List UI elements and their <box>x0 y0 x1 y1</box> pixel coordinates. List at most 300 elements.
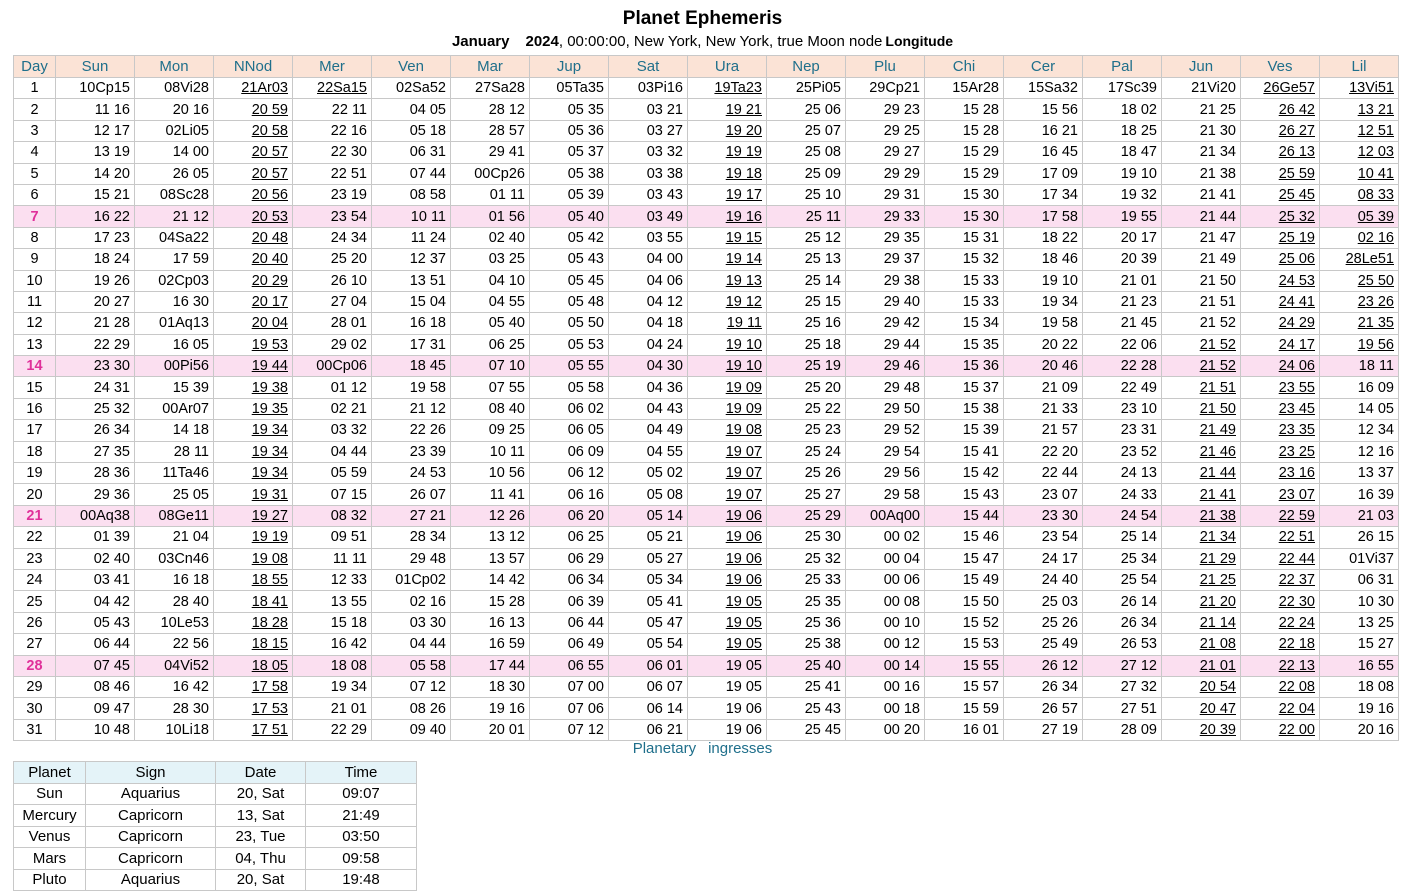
cell-value: 22 04 <box>1278 700 1315 717</box>
position-cell <box>767 698 846 719</box>
position-cell <box>1004 548 1083 569</box>
day-cell <box>14 655 56 676</box>
cell-value: 25 38 <box>804 636 841 653</box>
position-cell <box>846 120 925 141</box>
ingress-cell: Capricorn <box>86 805 216 827</box>
table-row <box>14 377 1399 398</box>
position-cell <box>925 398 1004 419</box>
cell-value: 25 43 <box>804 700 841 717</box>
cell-value: 28 <box>26 657 43 674</box>
cell-value: 24 54 <box>1120 508 1157 524</box>
cell-value: 6 <box>30 187 39 204</box>
cell-value: 29 33 <box>883 208 920 225</box>
position-cell <box>56 313 135 334</box>
cell-value: 07 44 <box>409 165 446 182</box>
cell-value: 21 34 <box>1199 529 1236 546</box>
cell-value: 26 57 <box>1041 700 1078 717</box>
cell-value: 03 32 <box>330 422 367 439</box>
cell-value: 29 23 <box>883 101 920 118</box>
position-cell <box>56 655 135 676</box>
position-cell <box>767 484 846 505</box>
cell-value: 25 08 <box>804 144 841 161</box>
position-cell <box>1083 291 1162 312</box>
position-cell <box>1320 463 1399 484</box>
cell-value: 19 20 <box>725 122 762 139</box>
position-cell <box>609 612 688 633</box>
cell-value: 20 39 <box>1120 251 1157 268</box>
position-cell <box>293 698 372 719</box>
cell-value: 04 06 <box>646 272 683 289</box>
cell-value: 12 16 <box>1357 443 1394 460</box>
cell-value: 25 30 <box>804 529 841 546</box>
cell-value: 21 51 <box>1199 379 1236 396</box>
cell-value: 16 55 <box>1357 657 1394 674</box>
cell-value: 08 46 <box>93 679 130 696</box>
cell-value: 05 54 <box>646 636 683 653</box>
cell-value: 21 35 <box>1357 315 1394 332</box>
cell-value: 22 44 <box>1041 465 1078 482</box>
position-cell <box>56 163 135 184</box>
position-cell <box>372 163 451 184</box>
table-row <box>14 249 1399 270</box>
position-cell <box>293 249 372 270</box>
cell-value: 10 <box>26 272 43 289</box>
day-cell <box>14 484 56 505</box>
cell-value: 17 34 <box>1041 187 1078 204</box>
cell-value: 25 06 <box>1278 251 1315 268</box>
cell-value: 01 11 <box>489 187 525 204</box>
position-cell <box>846 655 925 676</box>
position-cell <box>1320 505 1399 526</box>
cell-value: 21 46 <box>1199 443 1236 460</box>
cell-value: 11 16 <box>94 101 130 118</box>
cell-value: 22Sa15 <box>317 80 367 97</box>
cell-value: 4 <box>30 144 39 161</box>
position-cell <box>1241 78 1320 99</box>
position-cell <box>1162 527 1241 548</box>
position-cell <box>56 184 135 205</box>
cell-value: 16 09 <box>1357 379 1394 396</box>
position-cell <box>451 163 530 184</box>
position-cell <box>451 441 530 462</box>
position-cell <box>1083 676 1162 697</box>
cell-value: 01Aq13 <box>159 315 209 332</box>
column-header: Chi <box>925 56 1004 78</box>
cell-value: 03Cn46 <box>158 550 209 567</box>
cell-value: 00 18 <box>883 700 920 717</box>
cell-value: 27 32 <box>1120 679 1157 696</box>
cell-value: 23 26 <box>1357 294 1394 311</box>
position-cell <box>688 569 767 590</box>
position-cell <box>372 484 451 505</box>
cell-value: 22 13 <box>1278 657 1315 674</box>
cell-value: 26 53 <box>1120 636 1157 653</box>
position-cell <box>688 184 767 205</box>
ingress-column-header: Time <box>306 762 417 784</box>
position-cell <box>372 142 451 163</box>
cell-value: 21 49 <box>1199 251 1236 268</box>
position-cell <box>530 249 609 270</box>
position-cell <box>767 612 846 633</box>
position-cell <box>293 184 372 205</box>
position-cell <box>1162 505 1241 526</box>
position-cell <box>1241 313 1320 334</box>
position-cell <box>1241 612 1320 633</box>
position-cell <box>688 420 767 441</box>
position-cell <box>1083 78 1162 99</box>
cell-value: 23 30 <box>1041 508 1078 524</box>
cell-value: 19 07 <box>725 443 762 460</box>
cell-value: 00Pi56 <box>163 358 209 375</box>
cell-value: 24 <box>26 572 43 589</box>
cell-value: 15 <box>26 379 43 396</box>
position-cell <box>135 313 214 334</box>
cell-value: 05 45 <box>567 272 604 289</box>
position-cell <box>688 398 767 419</box>
cell-value: 23 30 <box>93 358 130 375</box>
cell-value: 00 06 <box>883 572 920 589</box>
cell-value: 21 14 <box>1199 614 1236 631</box>
cell-value: 21 52 <box>1199 315 1236 332</box>
position-cell <box>372 398 451 419</box>
position-cell <box>135 655 214 676</box>
position-cell <box>1241 184 1320 205</box>
cell-value: 09 40 <box>409 721 446 738</box>
month-label: January <box>451 33 510 50</box>
cell-value: 23 07 <box>1278 486 1315 503</box>
position-cell <box>1241 548 1320 569</box>
cell-value: 19 18 <box>725 165 762 182</box>
cell-value: 16 42 <box>330 636 367 653</box>
page-title: Planet Ephemeris <box>622 8 783 29</box>
cell-value: 19 08 <box>251 550 288 567</box>
ingress-cell: Aquarius <box>86 783 216 805</box>
cell-value: 07 12 <box>409 679 446 696</box>
cell-value: 25 20 <box>804 379 841 396</box>
cell-value: 10Cp15 <box>79 80 130 97</box>
position-cell <box>1004 249 1083 270</box>
cell-value: 14 05 <box>1357 401 1394 418</box>
ingress-column-header: Planet <box>14 762 86 784</box>
cell-value: 11 <box>26 294 43 311</box>
cell-value: 20 59 <box>251 101 288 118</box>
position-cell <box>451 591 530 612</box>
table-row <box>14 634 1399 655</box>
cell-value: 28 11 <box>173 443 209 460</box>
table-row <box>14 206 1399 227</box>
position-cell <box>1162 142 1241 163</box>
position-cell <box>1162 334 1241 355</box>
position-cell <box>451 634 530 655</box>
position-cell <box>451 377 530 398</box>
cell-value: 7 <box>30 208 39 225</box>
position-cell <box>846 270 925 291</box>
cell-value: 25 41 <box>804 679 841 696</box>
position-cell <box>214 634 293 655</box>
position-cell <box>846 227 925 248</box>
position-cell <box>135 334 214 355</box>
position-cell <box>1083 184 1162 205</box>
cell-value: 29 35 <box>883 229 920 246</box>
position-cell <box>56 505 135 526</box>
position-cell <box>925 463 1004 484</box>
position-cell <box>56 78 135 99</box>
cell-value: 19 05 <box>725 636 762 653</box>
position-cell <box>1320 676 1399 697</box>
cell-value: 06 09 <box>567 443 604 460</box>
position-cell <box>1241 655 1320 676</box>
position-cell <box>214 569 293 590</box>
position-cell <box>1004 719 1083 740</box>
cell-value: 10 11 <box>489 443 525 460</box>
position-cell <box>56 356 135 377</box>
cell-value: 25 19 <box>1278 229 1315 246</box>
cell-value: 18 02 <box>1120 101 1157 118</box>
cell-value: 22 30 <box>330 144 367 161</box>
column-header: Plu <box>846 56 925 78</box>
cell-value: 21 09 <box>1041 379 1078 396</box>
position-cell <box>1320 99 1399 120</box>
position-cell <box>135 377 214 398</box>
position-cell <box>135 676 214 697</box>
position-cell <box>56 227 135 248</box>
position-cell <box>1320 249 1399 270</box>
cell-value: 19 16 <box>1357 700 1394 717</box>
position-cell <box>1162 163 1241 184</box>
cell-value: 17 <box>26 422 43 439</box>
ingress-cell: 09:58 <box>306 848 417 870</box>
position-cell <box>1162 78 1241 99</box>
position-cell <box>530 698 609 719</box>
position-cell <box>56 249 135 270</box>
position-cell <box>56 634 135 655</box>
cell-value: 18 <box>26 443 43 460</box>
ingress-cell: Capricorn <box>86 848 216 870</box>
position-cell <box>609 377 688 398</box>
position-cell <box>214 377 293 398</box>
position-cell <box>1162 249 1241 270</box>
cell-value: 26 27 <box>1278 122 1315 139</box>
position-cell <box>767 270 846 291</box>
position-cell <box>1320 120 1399 141</box>
position-cell <box>1241 206 1320 227</box>
cell-value: 19 10 <box>1041 272 1078 289</box>
cell-value: 04Sa22 <box>159 229 209 246</box>
position-cell <box>451 99 530 120</box>
cell-value: 21 57 <box>1041 422 1078 439</box>
position-cell <box>135 227 214 248</box>
position-cell <box>214 120 293 141</box>
position-cell <box>451 698 530 719</box>
cell-value: 03 55 <box>646 229 683 246</box>
cell-value: 15 59 <box>962 700 999 717</box>
position-cell <box>925 634 1004 655</box>
cell-value: 23 52 <box>1120 443 1157 460</box>
cell-value: 18 08 <box>330 657 367 674</box>
position-cell <box>293 548 372 569</box>
cell-value: 25 59 <box>1278 165 1315 182</box>
cell-value: 10Le53 <box>160 614 209 631</box>
cell-value: 21Ar03 <box>241 80 288 97</box>
position-cell <box>372 591 451 612</box>
cell-value: 14 20 <box>93 165 130 182</box>
position-cell <box>530 676 609 697</box>
cell-value: 04 30 <box>646 358 683 375</box>
ingress-cell: Capricorn <box>86 826 216 848</box>
cell-value: 12 34 <box>1357 422 1394 439</box>
position-cell <box>135 291 214 312</box>
position-cell <box>372 334 451 355</box>
cell-value: 21 08 <box>1199 636 1236 653</box>
cell-value: 19 58 <box>1041 315 1078 332</box>
position-cell <box>846 527 925 548</box>
cell-value: 02Sa52 <box>396 80 446 97</box>
position-cell <box>214 142 293 163</box>
position-cell <box>214 548 293 569</box>
position-cell <box>293 441 372 462</box>
cell-value: 08 40 <box>488 401 525 418</box>
cell-value: 11Ta46 <box>162 465 209 482</box>
ingress-cell: 09:07 <box>306 783 417 805</box>
position-cell <box>846 142 925 163</box>
cell-value: 22 30 <box>1278 593 1315 610</box>
cell-value: 25 03 <box>1041 593 1078 610</box>
position-cell <box>767 291 846 312</box>
position-cell <box>293 163 372 184</box>
cell-value: 15 29 <box>962 144 999 161</box>
ingress-cell: Aquarius <box>86 869 216 891</box>
cell-value: 25 12 <box>804 229 841 246</box>
position-cell <box>1083 270 1162 291</box>
position-cell <box>293 484 372 505</box>
position-cell <box>1004 441 1083 462</box>
position-cell <box>293 334 372 355</box>
position-cell <box>1162 313 1241 334</box>
cell-value: 24 34 <box>330 229 367 246</box>
cell-value: 05 39 <box>567 187 604 204</box>
position-cell <box>767 78 846 99</box>
cell-value: 8 <box>30 229 39 246</box>
position-cell <box>1004 163 1083 184</box>
cell-value: 05 40 <box>488 315 525 332</box>
ingress-row <box>14 826 417 848</box>
position-cell <box>1004 227 1083 248</box>
cell-value: 21 04 <box>172 529 209 546</box>
cell-value: 06 31 <box>409 144 446 161</box>
cell-value: 03Pi16 <box>637 80 683 97</box>
cell-value: 16 39 <box>1357 486 1394 503</box>
position-cell <box>451 505 530 526</box>
cell-value: 16 13 <box>488 614 525 631</box>
cell-value: 25 22 <box>804 401 841 418</box>
cell-value: 22 51 <box>330 165 367 182</box>
position-cell <box>451 120 530 141</box>
cell-value: 29 50 <box>883 401 920 418</box>
position-cell <box>609 398 688 419</box>
cell-value: 25 13 <box>804 251 841 268</box>
cell-value: 21 <box>26 508 43 524</box>
position-cell <box>1241 676 1320 697</box>
position-cell <box>530 505 609 526</box>
position-cell <box>1241 163 1320 184</box>
position-cell <box>1162 227 1241 248</box>
position-cell <box>135 463 214 484</box>
cell-value: 26 34 <box>93 422 130 439</box>
cell-value: 15 28 <box>962 101 999 118</box>
position-cell <box>1320 313 1399 334</box>
cell-value: 23 31 <box>1120 422 1157 439</box>
position-cell <box>1241 334 1320 355</box>
position-cell <box>609 441 688 462</box>
cell-value: 19 05 <box>725 657 762 674</box>
ingress-column-header: Date <box>216 762 306 784</box>
cell-value: 09 25 <box>488 422 525 439</box>
cell-value: 02 16 <box>409 593 446 610</box>
cell-value: 22 00 <box>1278 721 1315 738</box>
cell-value: 24 33 <box>1120 486 1157 503</box>
cell-value: 9 <box>30 251 39 268</box>
position-cell <box>688 270 767 291</box>
cell-value: 02 16 <box>1357 229 1394 246</box>
position-cell <box>609 548 688 569</box>
position-cell <box>1004 463 1083 484</box>
position-cell <box>1320 591 1399 612</box>
day-cell <box>14 676 56 697</box>
position-cell <box>372 249 451 270</box>
ingress-cell: 04, Thu <box>216 848 306 870</box>
column-header: Mar <box>451 56 530 78</box>
cell-value: 19 26 <box>93 272 130 289</box>
position-cell <box>293 398 372 419</box>
cell-value: 01Cp02 <box>395 572 446 589</box>
cell-value: 05 35 <box>567 101 604 118</box>
cell-value: 19 14 <box>725 251 762 268</box>
position-cell <box>372 698 451 719</box>
cell-value: 15 27 <box>1357 636 1394 653</box>
cell-value: 25 20 <box>330 251 367 268</box>
cell-value: 06 39 <box>567 593 604 610</box>
cell-value: 16 18 <box>409 315 446 332</box>
cell-value: 00 20 <box>883 721 920 738</box>
position-cell <box>1241 569 1320 590</box>
cell-value: 27Sa28 <box>475 80 525 97</box>
cell-value: 19 34 <box>251 465 288 482</box>
cell-value: 29 41 <box>488 144 525 161</box>
cell-value: 27 35 <box>93 443 130 460</box>
position-cell <box>214 334 293 355</box>
day-cell <box>14 356 56 377</box>
position-cell <box>1083 142 1162 163</box>
cell-value: 00 08 <box>883 593 920 610</box>
cell-value: 06 44 <box>93 636 130 653</box>
position-cell <box>688 377 767 398</box>
position-cell <box>135 591 214 612</box>
position-cell <box>372 719 451 740</box>
cell-value: 15 57 <box>962 679 999 696</box>
cell-value: 05 40 <box>567 208 604 225</box>
position-cell <box>293 676 372 697</box>
cell-value: 17 23 <box>93 229 130 246</box>
position-cell <box>135 78 214 99</box>
cell-value: 07 45 <box>93 657 130 674</box>
position-cell <box>609 634 688 655</box>
day-cell <box>14 698 56 719</box>
cell-value: 23 39 <box>409 443 446 460</box>
cell-value: 1 <box>30 80 39 97</box>
position-cell <box>767 334 846 355</box>
position-cell <box>767 313 846 334</box>
position-cell <box>767 249 846 270</box>
